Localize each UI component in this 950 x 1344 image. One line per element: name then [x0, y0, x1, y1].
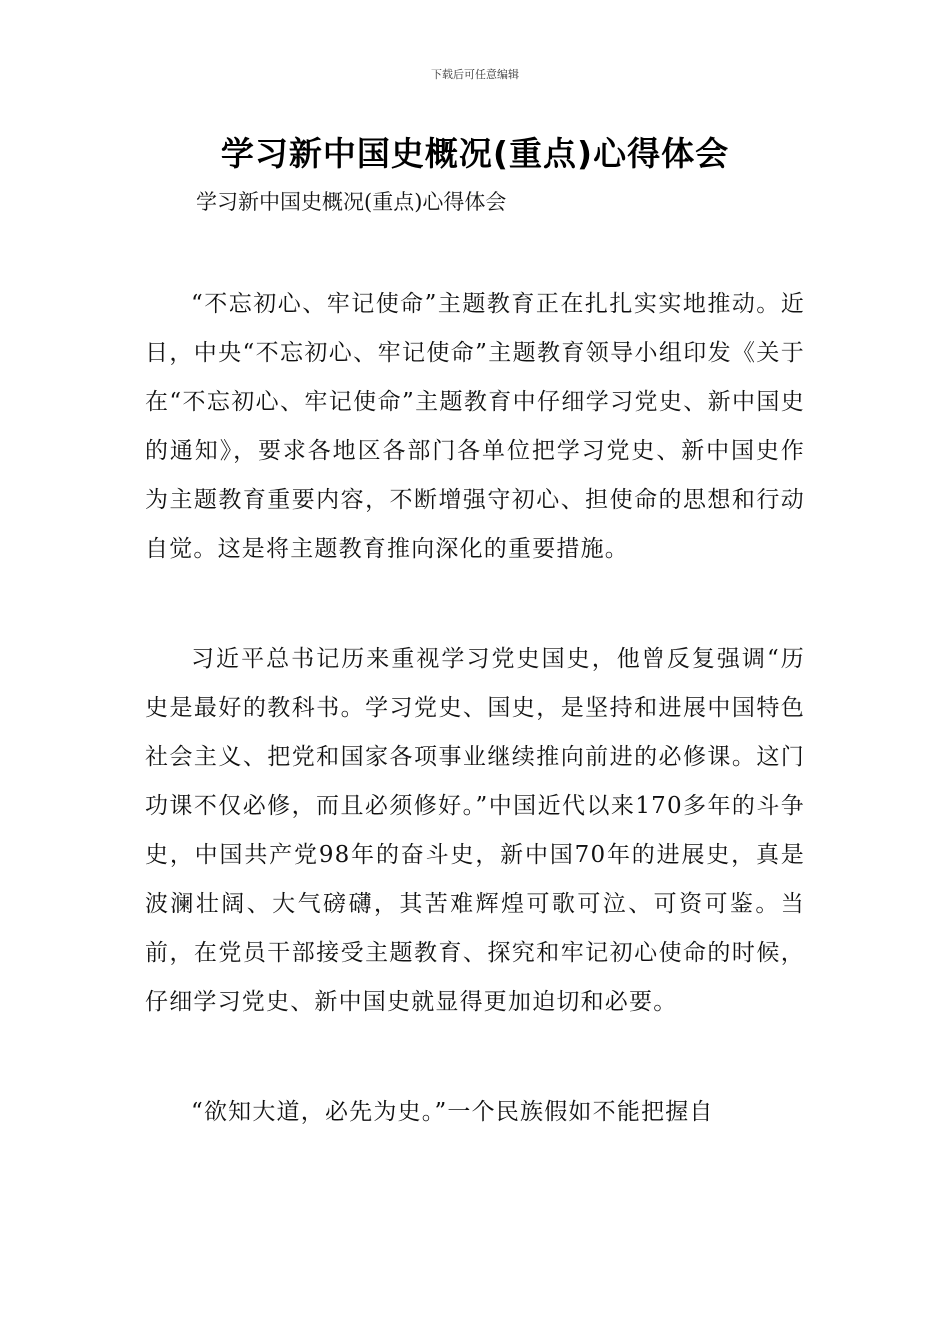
paragraph-2: 习近平总书记历来重视学习党史国史，他曾反复强调“历史是最好的教科书。学习党史、国史，是坚持和进展中国特色社会主义、把党和国家各项事业继续推向前进的必修课。这门功课不仅必修，而且必须修好。”中国近代以来170多年的斗争史，中国共产党98年的奋斗史，新中国70年的进展史，真是波澜壮阔、大气磅礴，其苦难辉煌可歌可泣、可资可鉴。当前，在党员干部接受主题教育、探究和牢记初心使命的时候，仔细学习党史、新中国史就显得更加迫切和必要。 [145, 646, 805, 1015]
document-title: 学习新中国史概况(重点)心得体会 [220, 134, 730, 173]
paragraph-3: “欲知大道，必先为史。”一个民族假如不能把握自 [191, 1099, 714, 1125]
document-subtitle: 学习新中国史概况(重点)心得体会 [196, 190, 507, 214]
page-header-note: 下载后可任意编辑 [431, 68, 519, 81]
paragraph-1: “不忘初心、牢记使命”主题教育正在扎扎实实地推动。近日，中央“不忘初心、牢记使命”主题教育领导小组印发《关于在“不忘初心、牢记使命”主题教育中仔细学习党史、新中国史的通知》，要求各地区各部门各单位把学习党史、新中国史作为主题教育重要内容，不断增强守初心、担使命的思想和行动自觉。这是将主题教育推向深化的重要措施。 [145, 291, 805, 562]
document-body [145, 280, 805, 1198]
